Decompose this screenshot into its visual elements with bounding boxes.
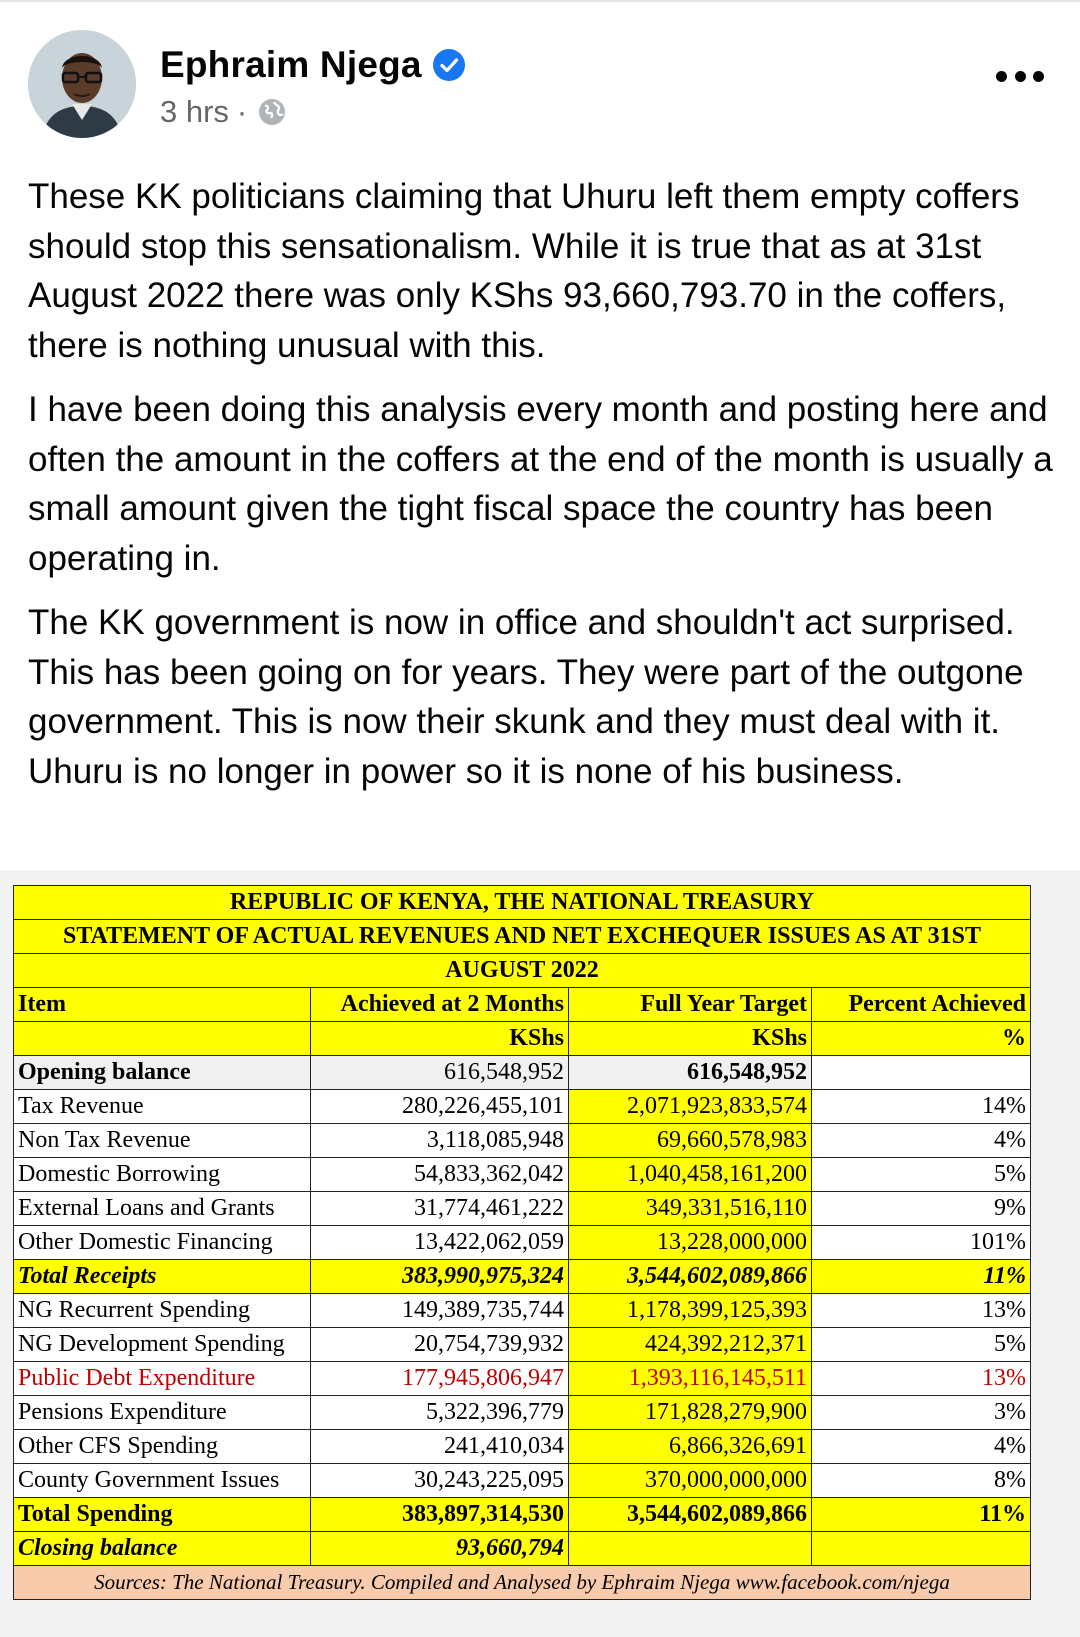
table-subtitle-2: AUGUST 2022 [14, 954, 1031, 988]
more-options-button[interactable] [996, 64, 1044, 88]
cell-percent [812, 1056, 1031, 1090]
cell-item: Opening balance [14, 1056, 311, 1090]
table-row [14, 1124, 1031, 1158]
table-units-row [14, 1022, 1031, 1056]
cell-item: NG Recurrent Spending [14, 1294, 311, 1328]
timestamp[interactable]: 3 hrs [160, 94, 229, 129]
more-options-icon-dot [1015, 71, 1026, 82]
header-target: Full Year Target [569, 988, 812, 1022]
table-row [14, 1226, 1031, 1260]
table-subtitle-row [14, 920, 1031, 954]
table-header-row [14, 988, 1031, 1022]
cell-achieved: 20,754,739,932 [311, 1328, 569, 1362]
cell-target: 69,660,578,983 [569, 1124, 812, 1158]
cell-percent: 11% [812, 1260, 1031, 1294]
meta-separator: · [236, 94, 248, 129]
table-title-row [14, 886, 1031, 920]
table-source: Sources: The National Treasury. Compiled and Analysed by Ephraim Njega www.facebook.com/njega [14, 1566, 1031, 1600]
post-image[interactable] [0, 870, 1080, 1637]
table-row [14, 1056, 1031, 1090]
post-paragraph-3: The KK government is now in office and shouldn't act surprised. This has been going on for years. They were part of the outgone government. This is now their skunk and they must deal with it. Uhuru is no longer in power so it is none of his business. [28, 603, 1024, 791]
cell-achieved: 280,226,455,101 [311, 1090, 569, 1124]
cell-item: Domestic Borrowing [14, 1158, 311, 1192]
table-subtitle-row-2 [14, 954, 1031, 988]
table-row [14, 1328, 1031, 1362]
cell-achieved: 5,322,396,779 [311, 1396, 569, 1430]
cell-item: Tax Revenue [14, 1090, 311, 1124]
cell-achieved: 616,548,952 [311, 1056, 569, 1090]
cell-achieved: 149,389,735,744 [311, 1294, 569, 1328]
table-row [14, 1396, 1031, 1430]
table-row [14, 1158, 1031, 1192]
cell-item: External Loans and Grants [14, 1192, 311, 1226]
cell-target: 6,866,326,691 [569, 1430, 812, 1464]
post-paragraph-1: These KK politicians claiming that Uhuru left them empty coffers should stop this sensationalism. While it is true that as at 31st August 2022 there was only KShs 93,660,793.70 in the coffers, there is nothing unusual with this. [28, 177, 1020, 365]
cell-percent: 9% [812, 1192, 1031, 1226]
cell-achieved: 93,660,794 [311, 1532, 569, 1566]
cell-item: Public Debt Expenditure [14, 1362, 311, 1396]
cell-achieved: 3,118,085,948 [311, 1124, 569, 1158]
cell-target: 1,178,399,125,393 [569, 1294, 812, 1328]
author-name[interactable] [160, 44, 466, 86]
cell-item: Total Receipts [14, 1260, 311, 1294]
cell-percent [812, 1532, 1031, 1566]
post-body [28, 172, 1058, 811]
table-row [14, 1464, 1031, 1498]
table-title: REPUBLIC OF KENYA, THE NATIONAL TREASURY [14, 886, 1031, 920]
cell-target: 2,071,923,833,574 [569, 1090, 812, 1124]
globe-icon[interactable] [257, 97, 287, 127]
table-row [14, 1090, 1031, 1124]
units-target: KShs [569, 1022, 812, 1056]
cell-achieved: 241,410,034 [311, 1430, 569, 1464]
cell-percent: 8% [812, 1464, 1031, 1498]
cell-achieved: 31,774,461,222 [311, 1192, 569, 1226]
cell-percent: 3% [812, 1396, 1031, 1430]
table-row [14, 1430, 1031, 1464]
table-row [14, 1294, 1031, 1328]
more-options-icon [996, 71, 1007, 82]
cell-target: 13,228,000,000 [569, 1226, 812, 1260]
avatar[interactable] [28, 30, 136, 138]
cell-percent: 13% [812, 1362, 1031, 1396]
table-row [14, 1192, 1031, 1226]
cell-item: NG Development Spending [14, 1328, 311, 1362]
cell-item: Non Tax Revenue [14, 1124, 311, 1158]
cell-target: 616,548,952 [569, 1056, 812, 1090]
cell-target: 370,000,000,000 [569, 1464, 812, 1498]
cell-item: Closing balance [14, 1532, 311, 1566]
units-percent: % [812, 1022, 1031, 1056]
cell-percent: 5% [812, 1158, 1031, 1192]
cell-percent: 101% [812, 1226, 1031, 1260]
cell-target: 3,544,602,089,866 [569, 1260, 812, 1294]
table-source-row [14, 1566, 1031, 1600]
cell-percent: 14% [812, 1090, 1031, 1124]
cell-item: Other CFS Spending [14, 1430, 311, 1464]
verified-badge-icon [432, 48, 466, 82]
top-divider [0, 0, 1080, 2]
header-achieved: Achieved at 2 Months [311, 988, 569, 1022]
cell-achieved: 177,945,806,947 [311, 1362, 569, 1396]
cell-target: 3,544,602,089,866 [569, 1498, 812, 1532]
cell-achieved: 54,833,362,042 [311, 1158, 569, 1192]
avatar-portrait [28, 30, 136, 138]
cell-item: Pensions Expenditure [14, 1396, 311, 1430]
cell-percent: 13% [812, 1294, 1031, 1328]
cell-achieved: 13,422,062,059 [311, 1226, 569, 1260]
treasury-table [13, 885, 1031, 1600]
cell-item: Total Spending [14, 1498, 311, 1532]
cell-target: 424,392,212,371 [569, 1328, 812, 1362]
cell-percent: 5% [812, 1328, 1031, 1362]
header-percent: Percent Achieved [812, 988, 1031, 1022]
table-subtitle: STATEMENT OF ACTUAL REVENUES AND NET EXCHEQUER ISSUES AS AT 31ST [14, 920, 1031, 954]
cell-percent: 4% [812, 1430, 1031, 1464]
cell-target: 349,331,516,110 [569, 1192, 812, 1226]
units-achieved: KShs [311, 1022, 569, 1056]
cell-achieved: 383,990,975,324 [311, 1260, 569, 1294]
cell-target: 1,040,458,161,200 [569, 1158, 812, 1192]
cell-achieved: 30,243,225,095 [311, 1464, 569, 1498]
cell-percent: 4% [812, 1124, 1031, 1158]
table-row [14, 1498, 1031, 1532]
cell-item: Other Domestic Financing [14, 1226, 311, 1260]
cell-item: County Government Issues [14, 1464, 311, 1498]
table-row [14, 1532, 1031, 1566]
more-options-icon-dot [1033, 71, 1044, 82]
post-paragraph-2: I have been doing this analysis every month and posting here and often the amount in the coffers at the end of the month is usually a small amount given the tight fiscal space the country has been operating in. [28, 390, 1053, 578]
units-item [14, 1022, 311, 1056]
cell-achieved: 383,897,314,530 [311, 1498, 569, 1532]
cell-target: 171,828,279,900 [569, 1396, 812, 1430]
author-name-text[interactable]: Ephraim Njega [160, 44, 422, 85]
table-row [14, 1260, 1031, 1294]
cell-target [569, 1532, 812, 1566]
post-meta [160, 94, 287, 130]
table-row [14, 1362, 1031, 1396]
header-item: Item [14, 988, 311, 1022]
cell-target: 1,393,116,145,511 [569, 1362, 812, 1396]
cell-percent: 11% [812, 1498, 1031, 1532]
